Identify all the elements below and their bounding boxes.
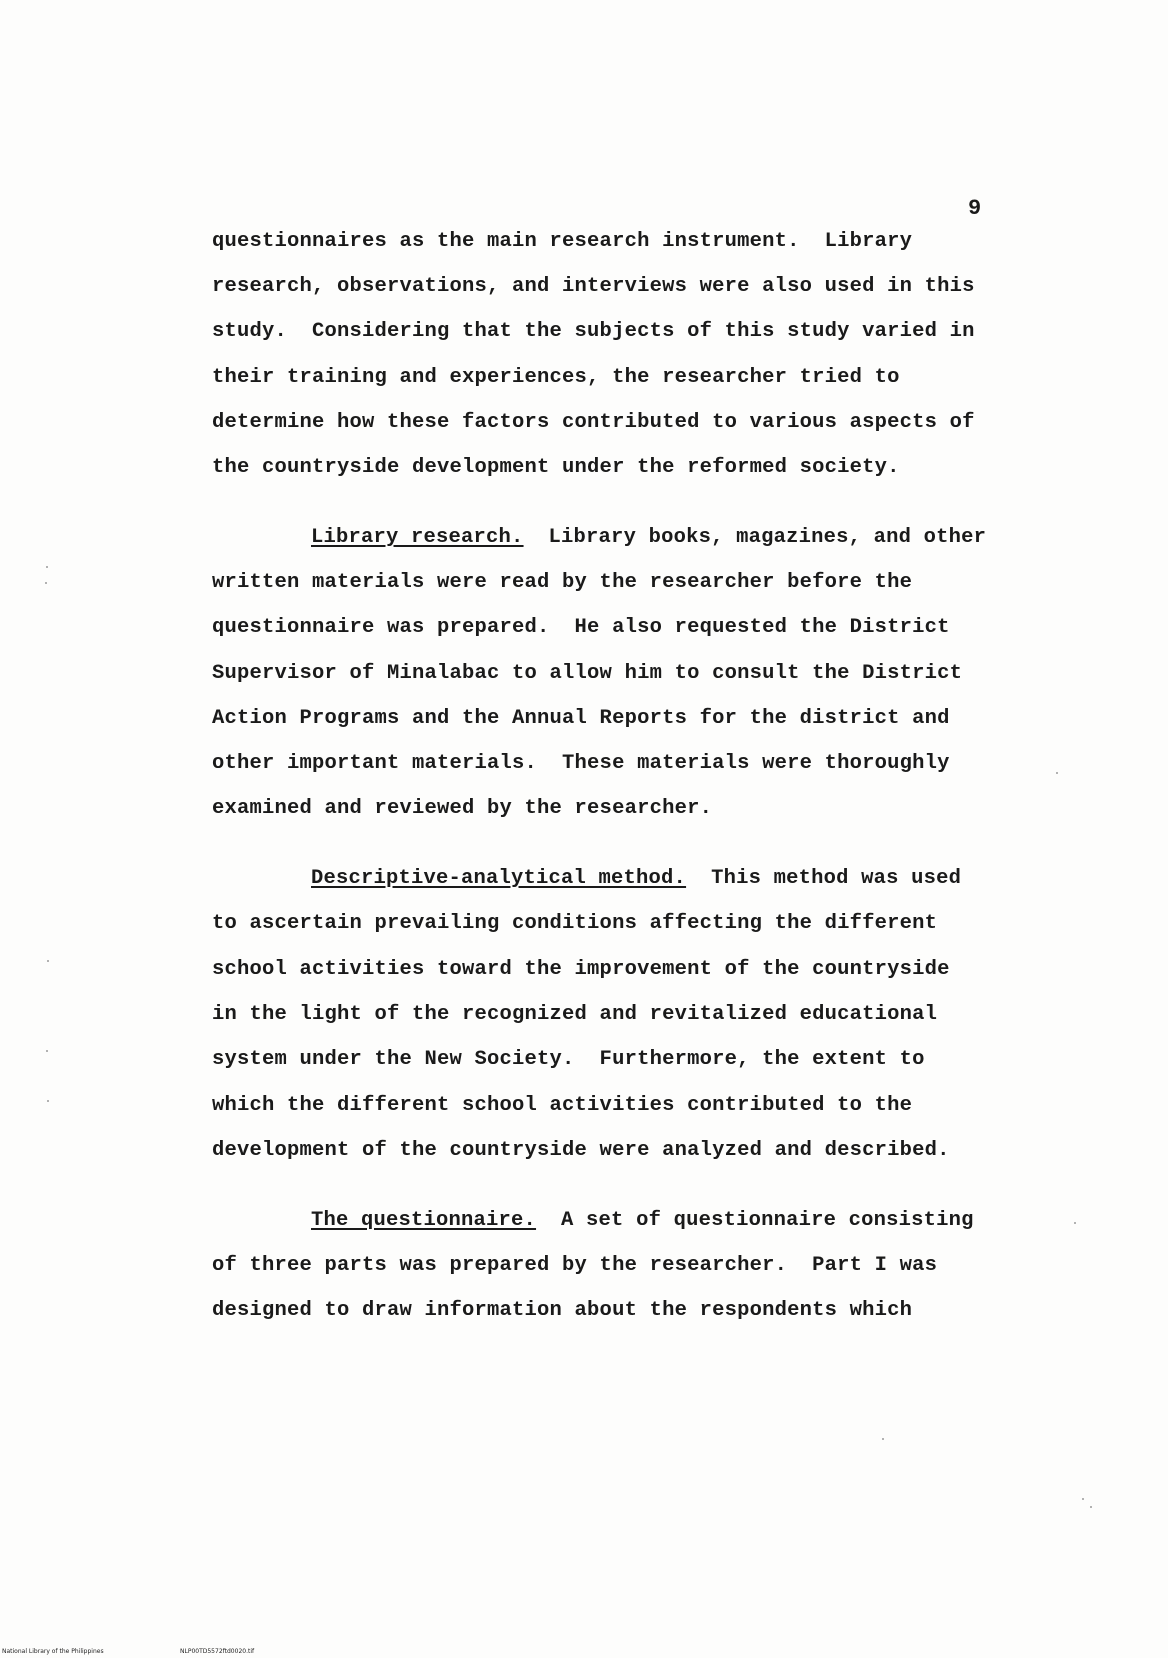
text-line: study. Considering that the subjects of this study varied in: [212, 320, 975, 343]
text-line: questionnaires as the main research instrument. Library: [212, 230, 913, 253]
text-line: their training and experiences, the researcher tried to: [212, 366, 900, 389]
text-line: determine how these factors contributed to various aspects of: [212, 411, 975, 434]
scan-speck: [47, 960, 49, 962]
text-line: which the different school activities contributed to the: [212, 1094, 913, 1117]
text-line: of three parts was prepared by the researcher. Part I was: [212, 1254, 938, 1277]
page-number: 9: [968, 196, 982, 221]
text-run: Library books, magazines, and other: [523, 526, 987, 549]
scan-speck: [1082, 1498, 1084, 1500]
scan-speck: [882, 1438, 884, 1440]
text-line: Supervisor of Minalabac to allow him to consult the District: [212, 662, 963, 685]
text-line: school activities toward the improvement of the countryside: [212, 958, 950, 981]
scan-speck: [1090, 1506, 1092, 1508]
text-line: written materials were read by the researcher before the: [212, 571, 913, 594]
footer-file-name: NLP00TD5572ftd0020.tif: [180, 1648, 255, 1655]
footer-library-label: National Library of the Philippines: [2, 1648, 104, 1655]
scan-speck: [45, 582, 47, 584]
scan-speck: [47, 1100, 49, 1102]
text-line: examined and reviewed by the researcher.: [212, 797, 713, 820]
text-line: Action Programs and the Annual Reports for the district and: [212, 707, 950, 730]
scan-speck: [46, 1050, 48, 1052]
paragraph-first-line: [311, 869, 961, 890]
text-line: questionnaire was prepared. He also requested the District: [212, 616, 950, 639]
text-run: A set of questionnaire consisting: [536, 1209, 974, 1232]
text-line: system under the New Society. Furthermore, the extent to: [212, 1048, 925, 1071]
text-line: the countryside development under the reformed society.: [212, 456, 900, 479]
scan-speck: [46, 566, 48, 568]
scan-speck: [1056, 772, 1058, 774]
text-line: development of the countryside were analyzed and described.: [212, 1139, 950, 1162]
paragraph-first-line: [311, 528, 986, 549]
text-run: This method was used: [686, 867, 962, 890]
text-line: other important materials. These materials were thoroughly: [212, 752, 950, 775]
text-line: in the light of the recognized and revitalized educational: [212, 1003, 938, 1026]
section-heading-the-questionnaire: The questionnaire.: [311, 1209, 537, 1232]
section-heading-descriptive-analytical-method: Descriptive-analytical method.: [311, 867, 687, 890]
section-heading-library-research: Library research.: [311, 526, 524, 549]
paragraph-first-line: [311, 1211, 974, 1232]
scan-speck: [1074, 1222, 1076, 1224]
text-line: designed to draw information about the respondents which: [212, 1299, 913, 1322]
text-line: research, observations, and interviews were also used in this: [212, 275, 975, 298]
text-line: to ascertain prevailing conditions affecting the different: [212, 912, 938, 935]
